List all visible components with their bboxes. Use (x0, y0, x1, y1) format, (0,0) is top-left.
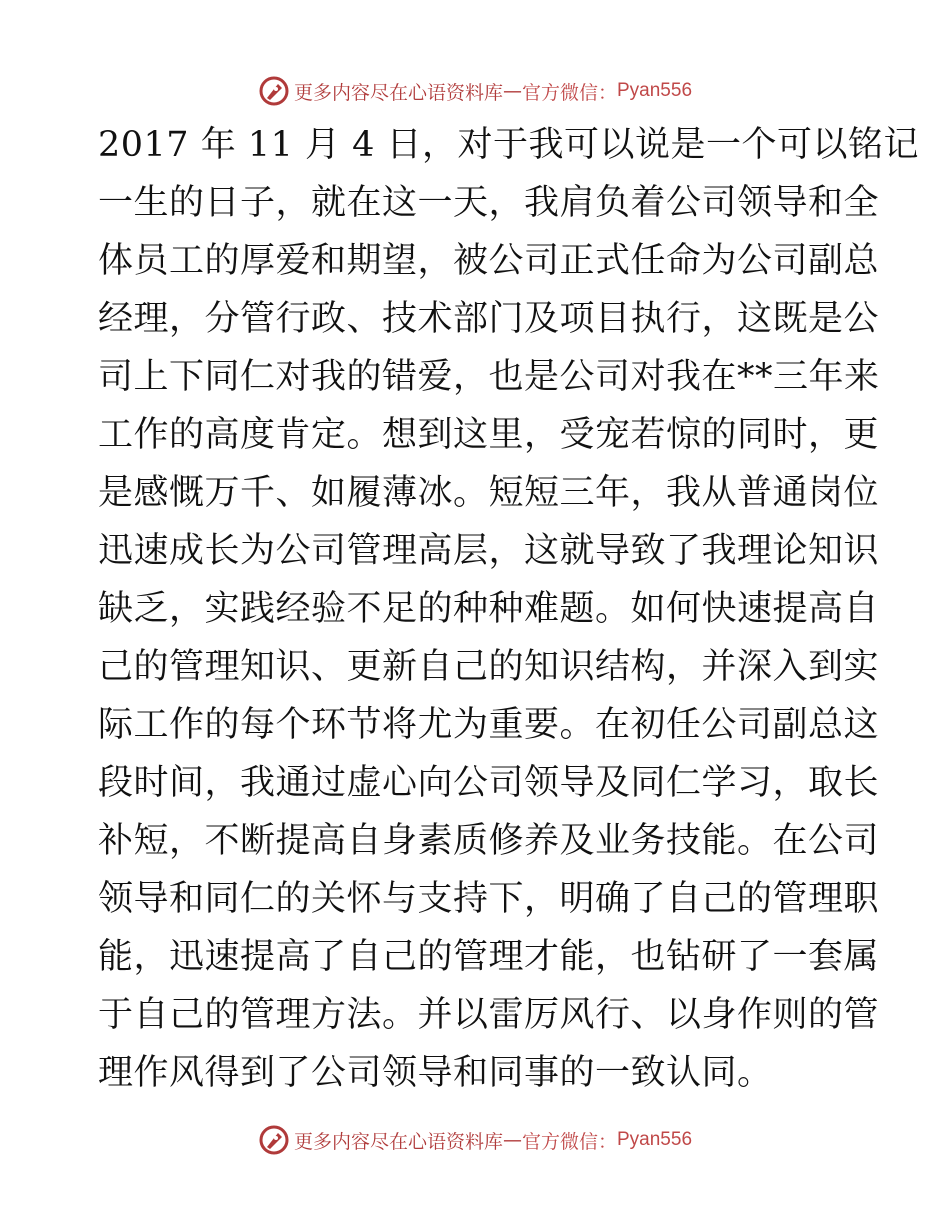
text-line: 工作的高度肯定。想到这里，受宠若惊的同时，更 (98, 415, 880, 455)
text-line: 于自己的管理方法。并以雷厉风行、以身作则的管 (98, 995, 880, 1035)
banner-dash: — (502, 80, 522, 102)
banner-wechat-id: Pyan556 (617, 1129, 693, 1150)
text-line: 补短，不断提高自身素质修养及业务技能。在公司 (98, 821, 880, 861)
text-line: 迅速成长为公司管理高层，这就导致了我理论知识 (98, 531, 880, 571)
text-line: 一生的日子，就在这一天，我肩负着公司领导和全 (98, 183, 880, 223)
text-line: 是感慨万千、如履薄冰。短短三年，我从普通岗位 (98, 473, 880, 513)
footer-banner (0, 1120, 950, 1160)
text-line: 理作风得到了公司领导和同事的一致认同。 (98, 1053, 773, 1093)
text-line: 际工作的每个环节将尤为重要。在初任公司副总这 (98, 705, 880, 745)
banner-official-label: 官方微信： (521, 1130, 617, 1153)
text-line: 能，迅速提高了自己的管理才能，也钻研了一套属 (98, 937, 880, 977)
text-line: 己的管理知识、更新自己的知识结构，并深入到实 (98, 647, 880, 687)
document-body (98, 116, 920, 1102)
banner-site-text: 更多内容尽在心语资料库 (293, 81, 503, 104)
text-line: 缺乏，实践经验不足的种种难题。如何快速提高自 (98, 589, 880, 629)
banner-dash: — (502, 1129, 522, 1151)
text-line: 体员工的厚爱和期望，被公司正式任命为公司副总 (98, 241, 880, 281)
text-line: 2017 年 11 月 4 日，对于我可以说是一个可以铭记 (98, 125, 920, 165)
pen-nib-circle-icon (258, 75, 290, 107)
banner-site-text: 更多内容尽在心语资料库 (293, 1130, 503, 1153)
text-line: 段时间，我通过虚心向公司领导及同仁学习，取长 (98, 763, 880, 803)
text-line: 经理，分管行政、技术部门及项目执行，这既是公 (98, 299, 880, 339)
text-line: 司上下同仁对我的错爱，也是公司对我在**三年来 (98, 357, 880, 397)
banner-wechat-id: Pyan556 (617, 80, 693, 101)
banner-official-label: 官方微信： (521, 81, 617, 104)
pen-nib-circle-icon (258, 1124, 290, 1156)
header-banner (0, 71, 950, 111)
text-line: 领导和同仁的关怀与支持下，明确了自己的管理职 (98, 879, 880, 919)
